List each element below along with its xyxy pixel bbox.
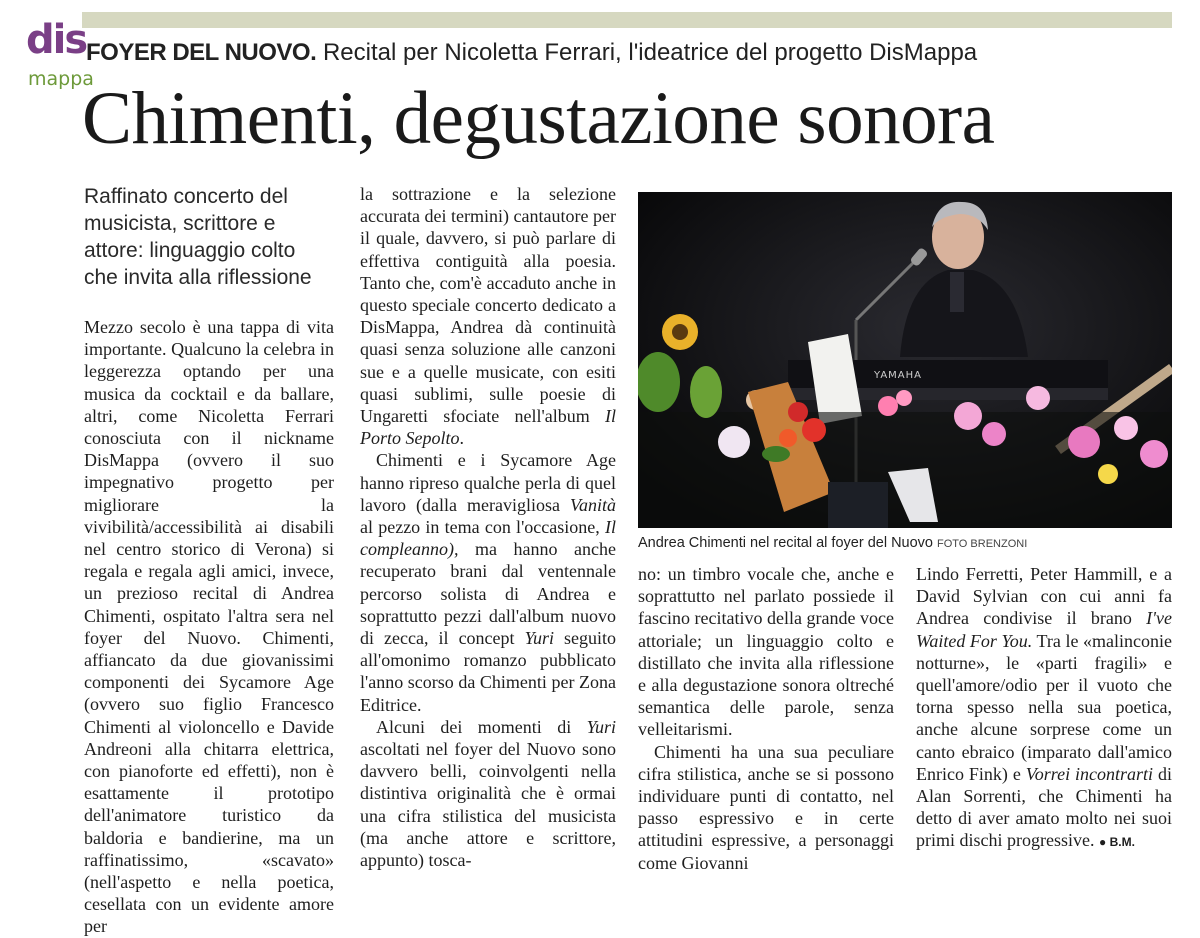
paragraph: Lindo Ferretti, Peter Hammill, e a David Sylvian con cui anni fa Andrea condivise il brano I've Waited For You. Tra le «malinconie notturne», le «parti fragili» e quell'amore/odio per il vuoto che torna spesso nella sua poetica, anche alcune sorprese come un canto ebraico (imparato dall'amico Enrico Fink) e Vorrei incontrarti di Alan Sorrenti, che Chimenti ha detto di aver amato molto nei suoi primi dischi progressive. ● B.M. bbox=[916, 564, 1173, 851]
song-title: I've Waited For You. bbox=[916, 608, 1172, 651]
column-3 bbox=[638, 563, 894, 874]
headline: Chimenti, degustazione sonora bbox=[82, 77, 995, 160]
paragraph: la sottrazione e la selezione accurata dei termini) cantautore per il quale, davvero, si può parlare di effettiva contiguità alla poesia. Tanto che, com'è accaduto anche in questo speciale concerto dedicato a DisMappa, Andrea dà continuità quasi senza soluzione alle canzoni sue e a quelle musicate, con esiti quasi sublimi, sulle poesie di Ungaretti sfociate nell'album Il Porto Sepolto. bbox=[360, 184, 617, 449]
caption-text: Andrea Chimenti nel recital al foyer del Nuovo bbox=[638, 535, 933, 551]
photo-credit: FOTO BRENZONI bbox=[937, 538, 1028, 550]
column-2 bbox=[360, 183, 616, 871]
concert-photo bbox=[638, 192, 1172, 528]
column-1 bbox=[84, 316, 334, 938]
paragraph: Alcuni dei momenti di Yuri ascoltati nel foyer del Nuovo sono davvero belli, coinvolgenti nella distintiva originalità che è ormai una cifra stilistica del musicista (ma anche attore e scrittore, appunto) tosca- bbox=[360, 716, 617, 871]
summary: Raffinato concerto del musicista, scrittore e attore: linguaggio colto che invita alla riflessione bbox=[84, 185, 312, 289]
kicker-label: FOYER DEL NUOVO. bbox=[86, 39, 317, 66]
song-title: Il compleanno), bbox=[360, 517, 617, 560]
logo-text-mappa: mappa bbox=[28, 68, 94, 90]
paragraph: Chimenti e i Sycamore Age hanno ripreso qualche perla di quel lavoro (dalla meravigliosa Vanità al pezzo in tema con l'occasione, Il compleanno), ma hanno anche recuperato brani dal ventennale percorso solista di Andrea e soprattutto pezzi dall'album nuovo di zecca, il concept Yuri seguito all'omonimo romanzo pubblicato l'anno scorso da Chimenti per Zona Editrice. bbox=[360, 450, 617, 715]
album-title: Yuri bbox=[524, 628, 554, 649]
photo-caption bbox=[638, 534, 1027, 553]
song-title: Vanità bbox=[569, 494, 616, 515]
author-signature: ● B.M. bbox=[1098, 835, 1135, 850]
kicker-text: Recital per Nicoletta Ferrari, l'ideatrice del progetto DisMappa bbox=[322, 39, 978, 66]
paragraph: Mezzo secolo è una tappa di vita importante. Qualcuno la celebra in leggerezza optando per una musica da cocktail e da ballare, altri, come Nicoletta Ferrari conosciuta con il nickname DisMappa (ovvero il suo impegnativo progetto per migliorare la vivibilità/accessibilità ai disabili nel centro storico di Verona) si regala e regala agli amici, invece, un prezioso recital di Andrea Chimenti, ospitato l'altra sera nel foyer del Nuovo. Chimenti, affiancato da due giovanissimi componenti dei Sycamore Age (ovvero suo figlio Francesco Chimenti al violoncello e Davide Andreoni alla chitarra elettrica, con pianoforte ed effetti), non è esattamente il prototipo dell'animatore turistico da baldoria e bandierine, ma un raffinatissimo, «scavato» (nell'aspetto e nella poetica, cesellata con un evidente amore per bbox=[84, 317, 334, 937]
column-4 bbox=[916, 563, 1172, 854]
concert-photo-illustration bbox=[638, 192, 1172, 528]
paragraph: no: un timbro vocale che, anche e soprattutto nel parlato possiede il fascino recitativo della grande voce attoriale; un linguaggio colto e distillato che invita alla riflessione e alla degustazione sonora oltreché semantica delle parole, senza velleitarismi. bbox=[638, 564, 894, 740]
keyboard-brand: YAMAHA bbox=[874, 370, 923, 381]
album-title: Yuri bbox=[586, 716, 617, 737]
kicker bbox=[86, 38, 977, 68]
album-title: Il Porto Sepolto bbox=[360, 406, 617, 449]
logo-text-dis: dis bbox=[26, 17, 87, 63]
song-title: Vorrei incontrarti bbox=[1025, 763, 1154, 784]
paragraph: Chimenti ha una sua peculiare cifra stilistica, anche se si possono individuare punti di contatto, nel passo espressivo e in certe attitudini espressive, a personaggi come Giovanni bbox=[638, 741, 894, 873]
header-bar bbox=[82, 12, 1172, 28]
